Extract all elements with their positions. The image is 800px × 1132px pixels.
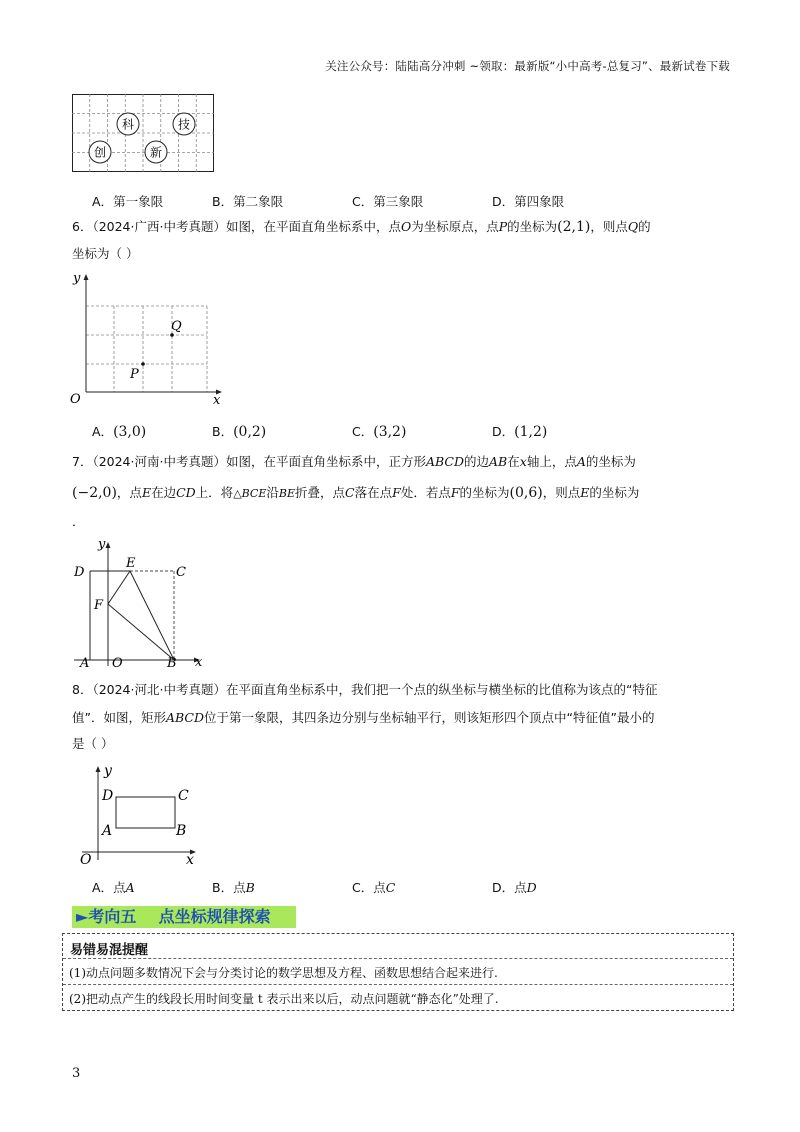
- q5-option-b[interactable]: [212, 192, 283, 210]
- q8-line2: [72, 712, 654, 725]
- vertex-c-label: C: [178, 788, 189, 804]
- var-x: x: [519, 454, 527, 469]
- q8-option-a[interactable]: [92, 878, 135, 896]
- axis-y-label: y: [73, 271, 81, 286]
- char-xin: 新: [149, 145, 163, 160]
- vertex-a-label: A: [80, 656, 90, 671]
- option-var: B: [245, 880, 255, 895]
- warning-divider: [63, 958, 733, 959]
- q7-text: ，点: [116, 485, 142, 500]
- q7-line1: [72, 456, 636, 469]
- option-label: D．: [492, 194, 515, 209]
- q6-option-d[interactable]: [492, 422, 547, 440]
- char-ke: 科: [121, 117, 135, 132]
- q7-text: 折叠，点: [295, 485, 346, 500]
- q7-text: 7．（2024·河南·中考真题）如图，在平面直角坐标系中，正方形: [72, 454, 426, 469]
- section-title-text: 考向五 点坐标规律探索: [88, 907, 271, 926]
- option-text: 第一象限: [113, 194, 164, 209]
- var-a: A: [576, 454, 586, 469]
- q7-line3: ．: [72, 514, 85, 529]
- vertex-b-label: B: [167, 656, 177, 671]
- var-f: F: [392, 485, 401, 500]
- q7-text: ，则点: [542, 485, 581, 500]
- point-p: [141, 362, 145, 366]
- q7-text: 的坐标为: [589, 485, 640, 500]
- q7-line2: [72, 486, 639, 500]
- option-text: 第四象限: [514, 194, 565, 209]
- warning-line-1: (1)动点问题多数情况下会与分类讨论的数学思想及方程、函数思想结合起来进行.: [69, 966, 498, 980]
- warning-divider: [63, 984, 733, 985]
- var-abcd: ABCD: [165, 710, 205, 725]
- q5-option-a[interactable]: [92, 192, 163, 210]
- var-e: E: [580, 485, 590, 500]
- q6-figure: [64, 266, 234, 412]
- vertex-d-label: D: [102, 788, 114, 804]
- vertex-a-label: A: [102, 823, 113, 839]
- option-var: A: [125, 880, 135, 895]
- option-label: B．: [212, 880, 234, 895]
- option-label: A．: [92, 194, 114, 209]
- warning-box: [62, 933, 734, 1011]
- coord-a: (−2,0): [72, 485, 117, 501]
- var-p: P: [498, 219, 508, 234]
- q8-line1: 8．（2024·河北·中考真题）在平面直角坐标系中，我们把一个点的纵坐标与横坐标的比值称为该点的“特征: [72, 682, 658, 697]
- q7-text: 处．若点: [400, 485, 451, 500]
- q5-option-d[interactable]: [492, 192, 564, 210]
- page-number: 3: [72, 1066, 81, 1081]
- option-label: A．: [92, 424, 114, 439]
- option-text: 点: [514, 880, 527, 895]
- q8-text: 位于第一象限，其四条边分别与坐标轴平行，则该矩形四个顶点中“特征值”最小的: [204, 710, 655, 725]
- point-p-label: P: [130, 367, 139, 382]
- option-text: 点: [373, 880, 386, 895]
- q6-line1: [72, 220, 651, 234]
- vertex-b-label: B: [176, 823, 187, 839]
- axis-y-label: y: [104, 763, 112, 779]
- var-tri-bce: △BCE: [233, 487, 267, 500]
- q6-line2: 坐标为（ ）: [72, 246, 139, 261]
- q7-text: 上．将: [195, 485, 234, 500]
- var-o: O: [400, 219, 412, 234]
- var-cd: CD: [176, 485, 196, 500]
- axis-x-label: x: [186, 852, 194, 868]
- var-c: C: [345, 485, 355, 500]
- option-math: (3,2): [373, 424, 407, 440]
- var-be: BE: [278, 487, 296, 500]
- option-text: 第三象限: [373, 194, 424, 209]
- q6-text: 为坐标原点，点: [411, 219, 499, 234]
- q7-text: 在边: [151, 485, 177, 500]
- point-e-label: E: [126, 556, 136, 571]
- q7-text: 轴上，点: [526, 454, 577, 469]
- axis-y-label: y: [98, 537, 106, 552]
- option-math: (1,2): [514, 424, 548, 440]
- var-ab: AB: [489, 454, 508, 469]
- option-label: B．: [212, 194, 234, 209]
- option-math: (3,0): [113, 424, 147, 440]
- q7-text: 的边: [464, 454, 490, 469]
- coord-f: (0,6): [509, 485, 543, 501]
- option-var: D: [526, 880, 537, 895]
- q8-option-b[interactable]: [212, 878, 255, 896]
- arrow-icon: ►: [76, 907, 89, 926]
- vertex-d-label: D: [74, 565, 85, 580]
- option-label: C．: [352, 424, 374, 439]
- var-abcd: ABCD: [425, 454, 464, 469]
- option-text: 点: [113, 880, 126, 895]
- q8-line3: 是（ ）: [72, 736, 114, 751]
- q6-option-a[interactable]: [92, 422, 146, 440]
- vertex-c-label: C: [176, 565, 186, 580]
- point-q-label: Q: [171, 319, 182, 334]
- q6-option-b[interactable]: [212, 422, 266, 440]
- var-f: F: [450, 485, 460, 500]
- q7-figure: [68, 534, 218, 672]
- option-var: C: [385, 880, 396, 895]
- option-label: A．: [92, 880, 114, 895]
- option-math: (0,2): [233, 424, 267, 440]
- q7-text: 在: [507, 454, 520, 469]
- option-label: D．: [492, 880, 515, 895]
- q8-text: 值”．如图，矩形: [72, 710, 166, 725]
- origin-label: O: [112, 656, 123, 671]
- q7-text: 沿: [266, 485, 279, 500]
- option-label: C．: [352, 880, 374, 895]
- option-label: C．: [352, 194, 374, 209]
- var-q: Q: [627, 219, 639, 234]
- section-title: [76, 906, 271, 928]
- grid-figure: [72, 94, 214, 172]
- option-label: B．: [212, 424, 234, 439]
- char-ji: 技: [177, 117, 191, 132]
- axis-x-label: x: [213, 393, 221, 408]
- q7-text: 落在点: [354, 485, 393, 500]
- q8-option-c[interactable]: [352, 878, 395, 896]
- q6-option-c[interactable]: [352, 422, 406, 440]
- coord-p: (2,1): [557, 219, 591, 235]
- header-note: 关注公众号：陆陆高分冲刺 ~领取：最新版“小中高考-总复习”、最新试卷下载: [325, 59, 730, 73]
- char-chuang: 创: [93, 145, 107, 160]
- origin-label: O: [80, 852, 92, 868]
- q8-figure: [72, 760, 212, 870]
- q7-text: 的坐标为: [459, 485, 510, 500]
- point-f-label: F: [94, 598, 104, 613]
- option-text: 点: [233, 880, 246, 895]
- warning-line-2: (2)把动点产生的线段长用时间变量 t 表示出来以后，动点问题就“静态化”处理了.: [69, 992, 499, 1006]
- warning-title: 易错易混提醒: [70, 943, 149, 958]
- origin-label: O: [70, 392, 81, 407]
- axis-x-label: x: [195, 655, 203, 670]
- q6-text: 的坐标为: [507, 219, 558, 234]
- option-text: 第二象限: [233, 194, 284, 209]
- q7-text: 的坐标为: [585, 454, 636, 469]
- q8-option-d[interactable]: [492, 878, 537, 896]
- q6-text: ，则点: [590, 219, 628, 234]
- rectangle-abcd: [116, 797, 175, 828]
- var-e: E: [141, 485, 152, 500]
- q5-option-c[interactable]: [352, 192, 423, 210]
- q6-text: 6．（2024·广西·中考真题）如图，在平面直角坐标系中，点: [72, 219, 401, 234]
- option-label: D．: [492, 424, 515, 439]
- q6-text: 的: [638, 219, 651, 234]
